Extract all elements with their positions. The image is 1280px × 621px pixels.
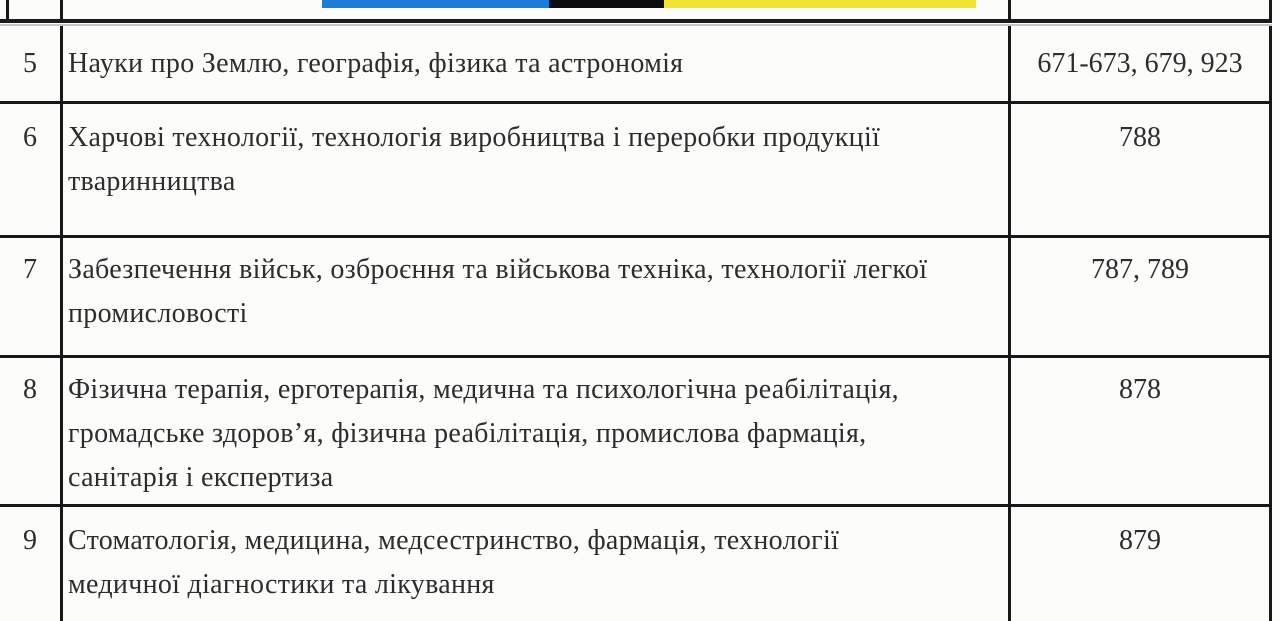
row-number: 8 <box>23 374 37 405</box>
flag-blue-segment <box>322 0 549 8</box>
code-value: 671-673, 679, 923 <box>1037 47 1243 79</box>
specialty-name-cell <box>63 358 1011 504</box>
specialty-name-cell <box>63 0 1011 19</box>
row-number-cell <box>0 0 63 19</box>
specialty-name-cell <box>63 238 1011 355</box>
specialty-name-cell <box>63 26 1011 101</box>
specialty-name-line: тваринництва <box>68 166 236 197</box>
table-row <box>0 238 1272 358</box>
flag-strip-image <box>322 0 1008 8</box>
flag-black-segment <box>549 0 664 8</box>
row-number-cell <box>0 358 63 504</box>
code-cell <box>1011 358 1272 504</box>
row-number-cell <box>0 238 63 355</box>
specialty-name-cell <box>63 104 1011 235</box>
row-number-cell <box>0 104 63 235</box>
code-cell <box>1011 104 1272 235</box>
table-row <box>0 507 1272 621</box>
specialty-name-line: Харчові технології, технологія виробництва і переробки продукції <box>68 122 881 153</box>
specialty-name-line: Фізична терапія, ерготерапія, медична та психологічна реабілітація, <box>68 374 899 405</box>
code-cell <box>1011 507 1272 621</box>
row-number: 5 <box>23 47 37 79</box>
code-cell <box>1011 0 1272 19</box>
table-row <box>0 26 1272 104</box>
code-value: 788 <box>1119 122 1161 153</box>
specialty-name-line: громадське здоров’я, фізична реабілітація, промислова фармація, <box>68 418 867 449</box>
specialty-name-line: промисловості <box>68 298 248 329</box>
specialty-name-cell <box>63 507 1011 621</box>
code-value: 787, 789 <box>1091 254 1189 285</box>
specialty-name-line: санітарія і експертиза <box>68 462 334 493</box>
table-row <box>0 104 1272 238</box>
specialty-name-line: Науки про Землю, географія, фізика та астрономія <box>68 47 684 79</box>
row-number: 9 <box>23 525 37 556</box>
row-number-cell <box>0 26 63 101</box>
specialty-name-line: медичної діагностики та лікування <box>68 569 495 600</box>
code-value: 879 <box>1119 525 1161 556</box>
specialty-name-line: Стоматологія, медицина, медсестринство, фармація, технології <box>68 525 840 556</box>
table-row <box>0 358 1272 507</box>
code-value: 878 <box>1119 374 1161 405</box>
table-row-cropped-top <box>0 0 1272 19</box>
row-number: 7 <box>23 254 37 285</box>
row-number: 6 <box>23 122 37 153</box>
code-cell <box>1011 26 1272 101</box>
flag-yellow-segment <box>664 0 976 8</box>
code-cell <box>1011 238 1272 355</box>
specialty-name-line: Забезпечення військ, озброєння та військова техніка, технології легкої <box>68 254 928 285</box>
row-number-cell <box>0 507 63 621</box>
